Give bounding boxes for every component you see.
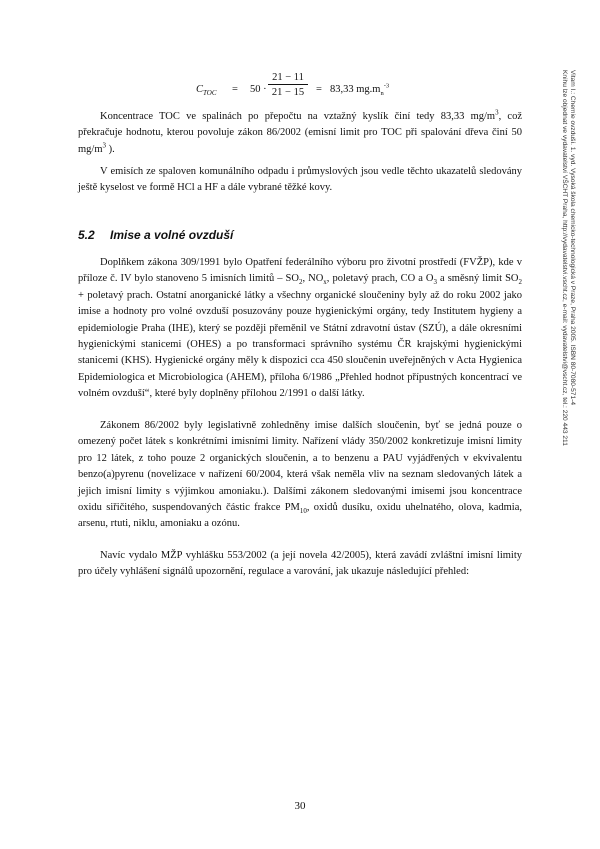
formula-result: 83,33 $mg.m_n^{-3}$ bbox=[330, 82, 390, 98]
page-number: 30 bbox=[294, 800, 306, 812]
order-info-line: Knihu lze objednat ve vydavatelství VŠCHT Praha, http://vydavatelstvi.vscht.cz, e-mail: vydavatelstvi@vscht.cz, tel.: 220 443 211 bbox=[561, 70, 568, 446]
section-number: 5.2 bbox=[78, 228, 95, 242]
formula-lhs: $C_{TOC}$ bbox=[196, 84, 217, 98]
section-heading bbox=[78, 228, 233, 242]
paragraph-law-86-2002: Zákonem 86/2002 byly legislativně zohledněny imise dalších sloučenin, byť se jedná pouze o omezený počet látek s konkrétními imisními limity. Nařízení vlády 350/2002 konkretizuje imisní limity pro 12 látek, z toho pouze 2 organických sloučenin, a to benzenu a PAU vyjádřených v ekvivalentu benzo(a)pyrenu (novelizace v nařízení 60/2004, která však neměla vliv na seznam sledovaných látek a jejich imisní limity s výjimkou amoniaku.). Dalšími zákonem sledovanými imisemi jsou koncentrace oxidu siřičitého, suspendovaných částic frakce $PM_{10}$, oxidů dusíku, oxidu uhelnatého, olova, kadmia, arsenu, rtuti, niklu, amoniaku a ozónu. bbox=[78, 420, 522, 530]
formula-denominator: 21 − 15 bbox=[271, 87, 305, 98]
formula-coefficient: 50 · bbox=[250, 84, 267, 95]
paragraph-mzp-decree: Navíc vydalo MŽP vyhlášku 553/2002 (a její novela 42/2005), která zavádí zvláštní imisní limity pro účely vyhlášení signálů upozornění, regulace a varování, jak ukazuje následující přehled: bbox=[78, 550, 522, 578]
formula-equals-2: = bbox=[316, 84, 322, 95]
citation-sidenote bbox=[562, 70, 588, 690]
paragraph-legislation-history: Doplňkem zákona 309/1991 bylo Opatření federálního výboru pro životní prostředí (FVŽP), kde v příloze č. IV bylo stanoveno 5 imisních limitů – $SO_2$, $NO_x$, poletavý prach, CO a $O_3$ a směsný limit $SO_2$ + poletavý prach. Ostatní anorganické látky a všechny organické sloučeniny byly až do roku 2002 jako imise a hodnoty pro volné ovzduší posuzovány pouze hygienickými orgány, tedy Institutem hygieny a epidemiologie Praha (IHE), který se později přeměnil ve Státní zdravotní ústav (SZÚ), a dále okresními hygienickými stanicemi (OHES) a po transformaci správního systému ČR krajskými hygienickými stanicemi (KHS). Hygienické orgány měly k dispozici cca 450 sloučenin uveřejněných v Acta Hygienica Epidemiologica et Microbiologica (AHEM), příloha 6/1986 „Přehled hodnot přípustných koncentrací ve volném ovzduší“, které byly doplněny přílohou 2/1991 o další látky. bbox=[78, 257, 523, 400]
section-title: Imise a volné ovzduší bbox=[110, 228, 234, 242]
toc-formula bbox=[196, 72, 426, 108]
formula-equals: = bbox=[232, 84, 238, 95]
paragraph-toc-concentration: Koncentrace TOC ve spalinách po přepočtu na vztažný kyslík činí tedy 83,33 $mg/m^3$, což překračuje hodnotu, kterou povoluje zákon 86/2002 (emisní limit pro TOC při spalování dřeva činí 50 $mg/m^3$ ). bbox=[78, 108, 522, 155]
paragraph-waste-incinerators: V emisích ze spaloven komunálního odpadu i průmyslových jsou vedle těchto ukazatelů sledovány ještě kyselost ve formě HCl a HF a dále vybrané těžké kovy. bbox=[78, 166, 522, 194]
formula-numerator: 21 − 11 bbox=[268, 72, 308, 85]
formula-fraction bbox=[268, 72, 308, 98]
citation-line: Vitam I.: Chemie ovzduší. 1. vyd. Vysoká škola chemicko-technologická v Praze, Praha 2005. ISBN 80-7080-571-4 bbox=[569, 70, 576, 405]
